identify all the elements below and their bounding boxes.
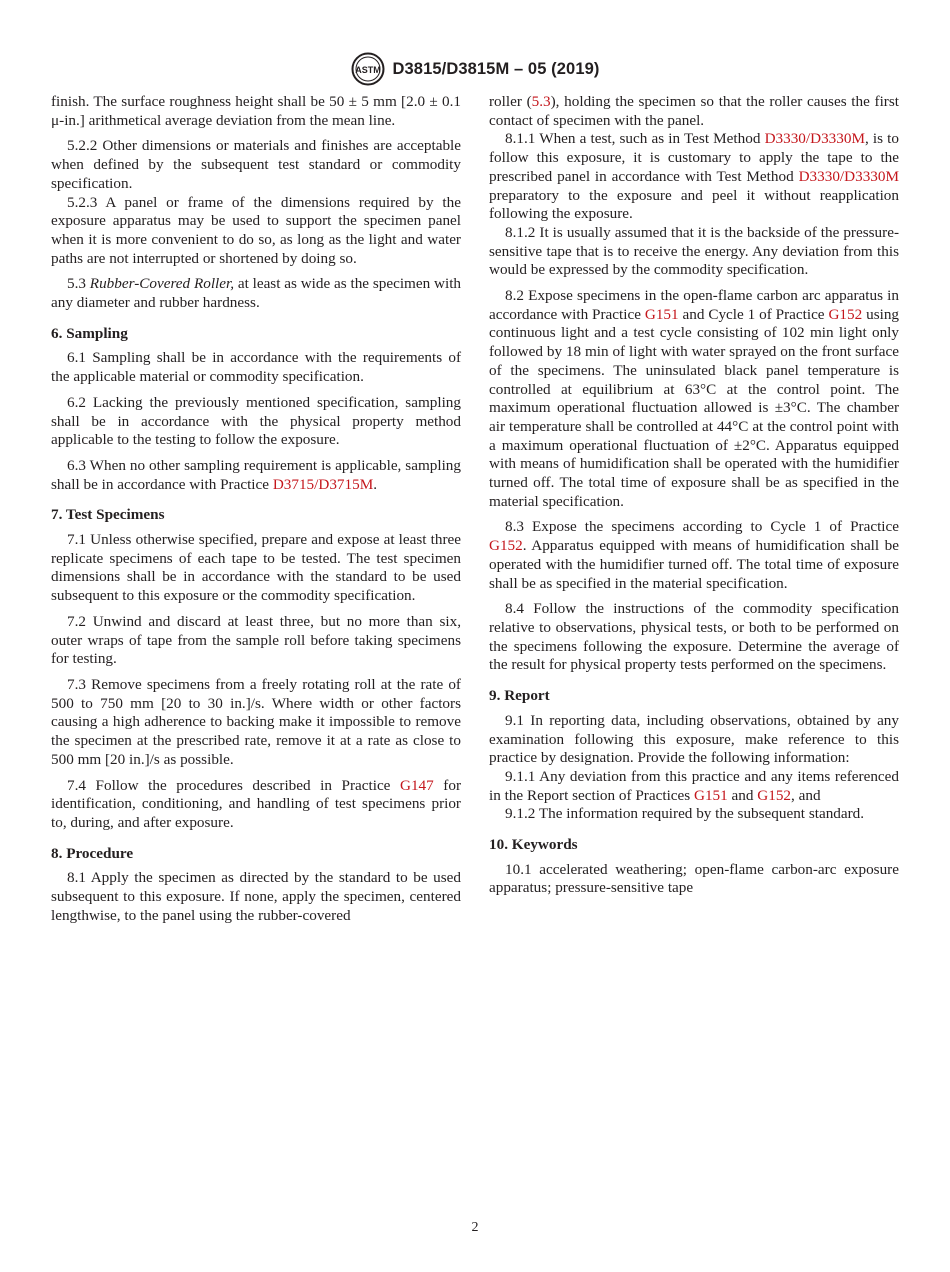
paragraph-7-4-end: for identification, conditioning, and handling of test specimens prior to, during, and after exposure.: [51, 776, 462, 831]
link-g152[interactable]: G152: [757, 786, 792, 804]
paragraph-8-3-text: 8.3 Expose the specimens according to Cycle 1 of Practice: [505, 518, 899, 536]
section-heading-keywords: 10. Keywords: [489, 836, 578, 854]
paragraph-9-1-1-and: and: [731, 786, 754, 804]
paragraph-8-4: 8.4 Follow the instructions of the commodity specification relative to observations, physical tests, or both to be performed on the specimens following the exposure. Determine the average of the result for physical property tests performed on the specimens.: [489, 600, 899, 674]
paragraph-6-2: 6.2 Lacking the previously mentioned specification, sampling shall be in accordance with the physical property method applicable to the testing to follow the exposure.: [51, 393, 461, 449]
paragraph-9-1-1-text: 9.1.1 Any deviation from this practice and any items referenced in the Report section of Practices: [489, 767, 899, 804]
link-5-3[interactable]: 5.3: [531, 93, 551, 110]
paragraph-8-1-cont-text: roller (: [489, 93, 532, 110]
paragraph-9-1-2: 9.1.2 The information required by the subsequent standard.: [505, 805, 865, 823]
paragraph-8-3-end: . Apparatus equipped with means of humidification shall be operated with the humidifier turned off. The total time of exposure shall be as specified in the material specification.: [489, 537, 899, 592]
paragraph-7-1: 7.1 Unless otherwise specified, prepare and expose at least three replicate specimens of each tape to be tested. The test specimen dimensions shall be in accordance with the standard to be used subsequent to this exposure or the commodity specification.: [51, 531, 461, 605]
paragraph-6-1: 6.1 Sampling shall be in accordance with the requirements of the applicable material or commodity specification.: [51, 349, 461, 386]
section-heading-sampling: 6. Sampling: [51, 324, 128, 342]
left-column: [51, 93, 461, 932]
paragraph-5-3-number: 5.3: [67, 275, 86, 293]
section-heading-report: 9. Report: [489, 687, 550, 705]
paragraph-5-3: [51, 275, 461, 312]
paragraph-9-1-1: [489, 768, 899, 805]
paragraph-7-3: 7.3 Remove specimens from a freely rotating roll at the rate of 500 to 750 mm [20 to 30 in.]/s. Where width or other factors causing a high adherence to backing make it impossible to remove the specimen at the prescribed rate, remove it at a rate as close to 500 mm [20 in.]/s as possible.: [51, 675, 461, 768]
paragraph-6-3-end: .: [373, 475, 378, 493]
link-g152[interactable]: G152: [489, 537, 523, 555]
paragraph-7-2: 7.2 Unwind and discard at least three, but no more than six, outer wraps of tape from the sample roll before taking specimens for testing.: [51, 612, 461, 668]
paragraph-9-1: 9.1 In reporting data, including observations, obtained by any examination following this exposure, make reference to this practice by designation. Provide the following information:: [489, 711, 899, 767]
paragraph-8-3: [489, 518, 899, 593]
paragraph-5-3-text: at least as wide as the specimen with any diameter and rubber hardness.: [51, 275, 462, 312]
paragraph-8-1-2: 8.1.2 It is usually assumed that it is the backside of the pressure-sensitive tape that is to receive the energy. Any deviation from this would be expressed by the commodity specification.: [489, 223, 899, 279]
astm-logo-icon: [351, 52, 385, 86]
paragraph-8-2-middle: and Cycle 1 of Practice: [682, 305, 825, 323]
paragraph-9-1-1-end: , and: [791, 786, 821, 804]
link-g152[interactable]: G152: [828, 305, 863, 323]
paragraph-5-2-1-continued: finish. The surface roughness height shall be 50 ± 5 mm [2.0 ± 0.1 μ-in.] arithmetical average deviation from the mean line.: [51, 93, 461, 129]
paragraph-6-3-text: 6.3 When no other sampling requirement is applicable, sampling shall be in accordance with Practice: [51, 456, 461, 493]
paragraph-7-4-text: 7.4 Follow the procedures described in Practice: [67, 776, 391, 794]
link-g151[interactable]: G151: [644, 305, 679, 323]
paragraph-8-1: 8.1 Apply the specimen as directed by the standard to be used subsequent to this exposure. If none, apply the specimen, centered lengthwise, to the panel using the rubber-covered: [51, 869, 461, 924]
paragraph-8-2-text: 8.2 Expose specimens in the open-flame carbon arc apparatus in accordance with Practice: [489, 287, 899, 323]
paragraph-5-3-title: Rubber-Covered Roller,: [89, 275, 235, 293]
document-designation: D3815/D3815M – 05 (2019): [392, 59, 600, 78]
paragraph-10-1: 10.1 accelerated weathering; open-flame carbon-arc exposure apparatus; pressure-sensitive tape: [489, 860, 899, 897]
astm-logo-text: ASTM: [354, 65, 381, 75]
link-d3330-second[interactable]: D3330/D3330M: [798, 167, 900, 185]
paragraph-5-2-3: 5.2.3 A panel or frame of the dimensions required by the exposure apparatus may be used to support the specimen panel when it is more convenient to do so, as long as the light and water paths are not interrupted or shortened by doing so.: [51, 193, 461, 267]
section-heading-test-specimens: 7. Test Specimens: [51, 506, 165, 524]
paragraph-5-2-2: 5.2.2 Other dimensions or materials and finishes are acceptable when defined by the subsequent test standard or commodity specification.: [51, 137, 461, 192]
paragraph-8-2: [489, 287, 899, 511]
paragraph-8-1-continued: [489, 93, 899, 130]
paragraph-7-4: [51, 777, 461, 833]
link-g147[interactable]: G147: [399, 776, 434, 794]
link-d3715[interactable]: D3715/D3715M: [272, 475, 374, 493]
link-d3330-first[interactable]: D3330/D3330M: [764, 130, 865, 148]
paragraph-8-1-1-middle: , is to follow this exposure, it is customary to apply the tape to the prescribed panel in accordance with Test Method: [489, 130, 899, 185]
paragraph-6-3: [51, 457, 461, 494]
paragraph-8-1-cont-end: ), holding the specimen so that the roller causes the first contact of specimen with the panel.: [489, 93, 899, 129]
link-g151[interactable]: G151: [693, 786, 728, 804]
section-heading-procedure: 8. Procedure: [51, 844, 134, 862]
paragraph-8-1-1-text: 8.1.1 When a test, such as in Test Method: [505, 130, 761, 148]
page-number: 2: [471, 1220, 479, 1235]
paragraph-8-1-1: [489, 130, 899, 224]
page-header: [0, 52, 950, 86]
right-column: [489, 93, 899, 905]
paragraph-8-1-1-end: preparatory to the exposure and peel it without reapplication following the exposure.: [489, 186, 899, 223]
paragraph-8-2-end: using continuous light and a test cycle consisting of 102 min light only followed by 18 min of light with water sprayed on the front surface of the specimens. The uninsulated black panel temperature is controlled at equilibrium at 63°C at the control point. The maximum operational fluctuation allowed is ±3°C. The chamber air temperature shall be controlled at 44°C at the control point with a maximum operational fluctuation of ±2°C. Apparatus equipped with means of humidification shall be operated with the humidifier turned off. The total time of exposure shall be as specified in the material specification.: [489, 305, 900, 510]
